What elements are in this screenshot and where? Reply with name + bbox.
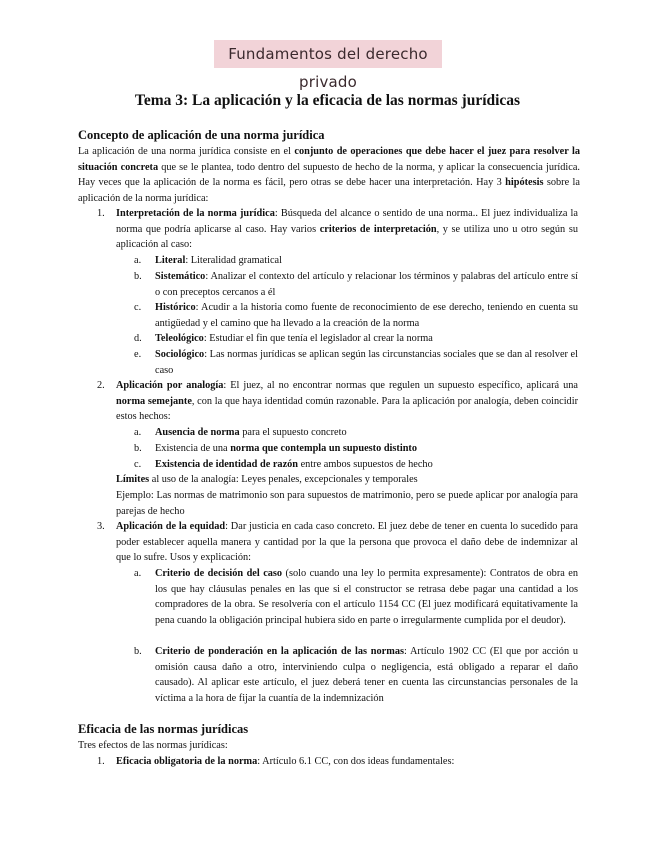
sublist-label: Literal bbox=[155, 255, 186, 266]
sublist-letter: b. bbox=[134, 443, 142, 454]
page-title: Tema 3: La aplicación y la eficacia de las normas jurídicas bbox=[134, 92, 521, 109]
list-number: 1. bbox=[97, 208, 105, 219]
sublist-text: (solo cuando una ley lo permita expresamente): Contratos de obra en los que hay cláusulas penales en las que si el constructor se retrasa debe pagar una cantidad a los compradores de la obra. Se resolvería con el artículo 1154 CC (El juez modificará equitativamente la pena cuando la obligación principal hubiera sido en parte o irregularmente cumplida por el deudor). bbox=[155, 568, 578, 626]
intro-paragraph bbox=[78, 144, 580, 206]
sublist-text: : Artículo 1902 CC (El que por acción u omisión causa daño a otro, interviniendo culpa o negligencia, está obligado a reparar el daño causado). Al aplicar este artículo, el juez deberá tener en cuenta las circunstancias personales de la víctima a la hora de fijar la cuantía de la indemnización bbox=[155, 646, 578, 704]
list-item-text: : Dar justicia en cada caso concreto. El juez debe de tener en cuenta lo sucedido para poder establecer aquella manera y cantidad por la que la persona que provoca el daño debe de indemnizar al que lo sufre. Usos y explicación: bbox=[116, 521, 578, 564]
sublist-label: Ausencia de norma bbox=[155, 427, 240, 438]
eficacia-intro: Tres efectos de las normas jurídicas: bbox=[78, 740, 228, 751]
limits-text: al uso de la analogía: Leyes penales, excepcionales y temporales bbox=[149, 474, 418, 485]
sublist-letter: a. bbox=[134, 255, 142, 266]
sublist-label: Criterio de ponderación en la aplicación de las normas bbox=[155, 646, 404, 657]
list-item-text: , con la que haya identidad común razonable. Para la aplicación por analogía, deben coincidir estos hechos: bbox=[116, 395, 578, 423]
sublist-letter: a. bbox=[134, 427, 142, 438]
list-item-label: Aplicación por analogía bbox=[116, 380, 224, 391]
sublist-item bbox=[155, 347, 578, 378]
list-number: 2. bbox=[97, 380, 105, 391]
sublist-text: para el supuesto concreto bbox=[239, 427, 347, 438]
analogia-example: Ejemplo: Las normas de matrimonio son para supuestos de matrimonio, pero se puede aplicar por analogía para parejas de hecho bbox=[116, 490, 578, 517]
sublist-item bbox=[155, 331, 578, 347]
list-item-bold: criterios de interpretación bbox=[319, 223, 437, 235]
sublist-text: : Analizar el contexto del artículo y relacionar los términos y palabras del artículo entre sí o con preceptos cercanos a él bbox=[155, 271, 578, 298]
sublist-label: Sistemático bbox=[155, 271, 206, 282]
intro-text-bold: conjunto de operaciones que debe hacer el juez para resolver la situación concreta bbox=[78, 146, 581, 173]
sublist-label: norma que contempla un supuesto distinto bbox=[230, 443, 418, 454]
sublist-letter: c. bbox=[134, 302, 142, 313]
sublist-item bbox=[155, 269, 578, 300]
sublist-item bbox=[155, 441, 417, 457]
list-item-analogia bbox=[116, 378, 578, 425]
sublist-text: Existencia de una bbox=[155, 443, 231, 454]
list-item-text: : Artículo 6.1 CC, con dos ideas fundamentales: bbox=[257, 756, 455, 767]
sublist-text: : Acudir a la historia como fuente de reconocimiento de ese derecho, teniendo en cuenta su antigüedad y el camino que ha llevado a la creación de la norma bbox=[155, 302, 578, 329]
sublist-text: : Estudiar el fin que tenía el legislador al crear la norma bbox=[203, 333, 433, 344]
list-number: 1. bbox=[97, 756, 105, 767]
list-item-text: : El juez, al no encontrar normas que regulen un supuesto específico, aplicará una bbox=[223, 380, 579, 391]
sublist-text: : Las normas jurídicas se aplican según las circunstancias sociales que se dan al resolver el caso bbox=[155, 349, 578, 376]
list-item-text: : Búsqueda del alcance o sentido de una norma.. El juez individualiza la norma que podría aplicarse al caso. Hay varios bbox=[116, 208, 578, 235]
intro-text-c: que se le plantea, todo dentro del supuesto de hecho de la norma, y aplicar la consecuencia jurídica. Hay veces que la aplicación de la norma es fácil, pero otras se debe hacer una interpretación. Hay 3 bbox=[78, 161, 580, 189]
sublist-label: Teleológico bbox=[155, 333, 204, 344]
sublist-item bbox=[155, 300, 578, 331]
sublist-item bbox=[155, 457, 433, 473]
intro-text-hipotesis: hipótesis bbox=[505, 177, 544, 189]
limits-label: Límites bbox=[116, 474, 150, 485]
course-title-banner: Fundamentos del derecho privado bbox=[214, 40, 442, 68]
sublist-item bbox=[155, 644, 578, 706]
sublist-label: Histórico bbox=[155, 302, 196, 313]
section-heading-concepto: Concepto de aplicación de una norma jurídica bbox=[78, 128, 325, 142]
list-item-label: Aplicación de la equidad bbox=[116, 521, 226, 532]
list-item-bold: norma semejante bbox=[116, 395, 192, 407]
sublist-text: entre ambos supuestos de hecho bbox=[298, 459, 433, 470]
list-item-label: Interpretación de la norma jurídica bbox=[116, 208, 275, 219]
sublist-letter: d. bbox=[134, 333, 142, 344]
sublist-label: Sociológico bbox=[155, 349, 205, 360]
sublist-item bbox=[155, 566, 578, 628]
analogia-limits bbox=[116, 472, 418, 488]
sublist-label: Criterio de decisión del caso bbox=[155, 568, 283, 579]
list-item-equidad bbox=[116, 519, 578, 566]
list-item-interpretacion bbox=[116, 206, 578, 253]
intro-text-a: La aplicación de una norma jurídica consiste en el bbox=[78, 146, 295, 157]
list-item-eficacia-obligatoria bbox=[116, 754, 454, 770]
sublist-letter: c. bbox=[134, 459, 142, 470]
sublist-letter: b. bbox=[134, 271, 142, 282]
sublist-letter: b. bbox=[134, 646, 142, 657]
sublist-item bbox=[155, 425, 347, 441]
list-number: 3. bbox=[97, 521, 105, 532]
sublist-letter: a. bbox=[134, 568, 142, 579]
section-heading-eficacia: Eficacia de las normas jurídicas bbox=[78, 722, 249, 736]
list-item-text: , y se utiliza uno u otro según su aplicación al caso: bbox=[116, 223, 578, 251]
sublist-text: : Literalidad gramatical bbox=[185, 255, 282, 266]
sublist-item bbox=[155, 253, 578, 269]
intro-text-e: sobre la aplicación de la norma jurídica: bbox=[78, 177, 580, 204]
sublist-label: Existencia de identidad de razón bbox=[155, 459, 299, 470]
list-item-label: Eficacia obligatoria de la norma bbox=[116, 756, 258, 767]
sublist-letter: e. bbox=[134, 349, 142, 360]
